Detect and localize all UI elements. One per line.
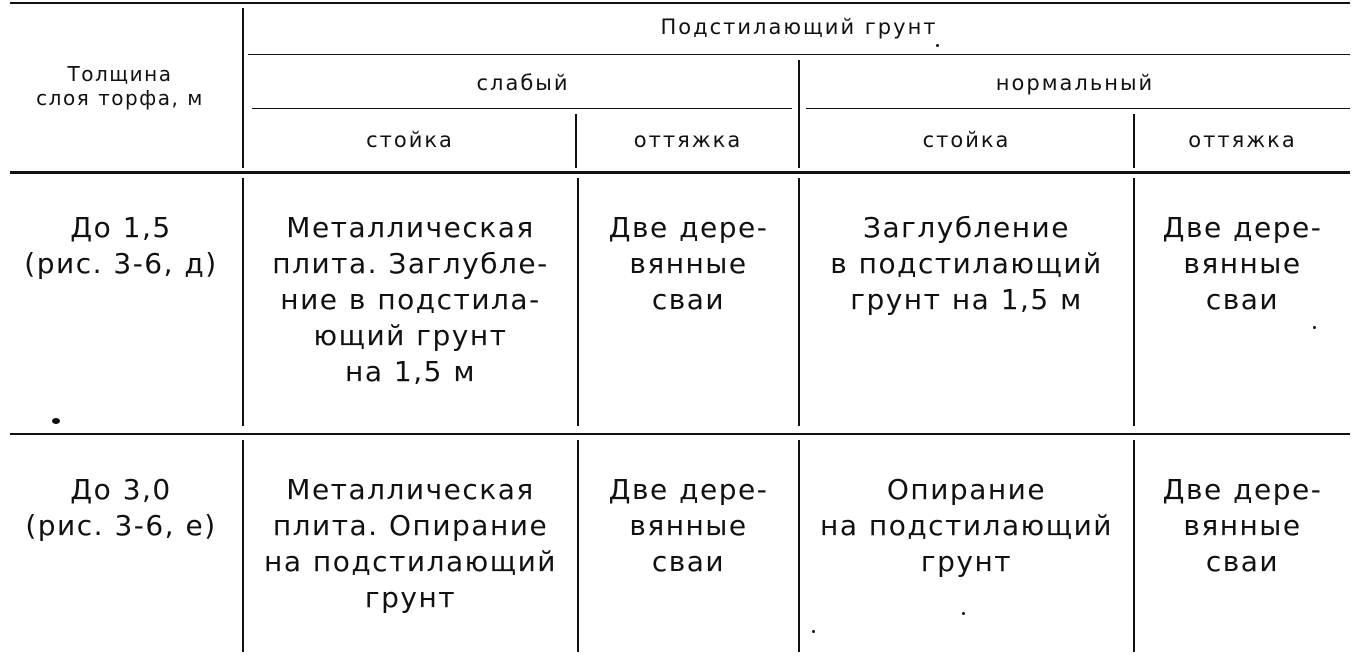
top-border — [10, 2, 1350, 4]
row1-soft-guy — [579, 210, 798, 318]
row1-normal-guy-line-3: сваи — [1205, 283, 1280, 316]
row2-soft-post-line-2: плита. Опирание — [272, 509, 549, 542]
row1-normal-guy-line-1: Две дере- — [1162, 211, 1323, 244]
soft-post-header: стойка — [366, 128, 454, 152]
row1-normal-guy-line-2: вянные — [1183, 247, 1302, 280]
row1-normal-post-line-1: Заглубление — [863, 211, 1070, 244]
normal-header: нормальный — [995, 71, 1155, 95]
row1-soft-guy-line-2: вянные — [629, 247, 748, 280]
thickness-header-line-2: слоя торфа, м — [36, 86, 204, 110]
row1-soft-guy-line-3: сваи — [651, 283, 726, 316]
row2-soft-post — [244, 472, 577, 616]
row-separator — [10, 433, 1350, 435]
row2-soft-post-line-3: на подстилающий — [264, 545, 557, 578]
row2-soft-guy — [579, 472, 798, 580]
print-speck — [936, 44, 939, 47]
row2-thickness-line-1: До 3,0 — [70, 473, 172, 506]
row2-normal-post — [800, 472, 1133, 580]
rule-under-normal — [806, 108, 1350, 109]
row1-soft-post-line-5: на 1,5 м — [345, 355, 476, 388]
row2-normal-post-line-2: на подстилающий — [820, 509, 1113, 542]
thickness-header-line-1: Толщина — [67, 62, 173, 86]
normal-post-header: стойка — [922, 128, 1011, 152]
row1-thickness-line-2: (рис. 3-6, д) — [24, 247, 218, 280]
row2-thickness — [0, 472, 242, 544]
row1-normal-guy — [1135, 210, 1350, 318]
row2-soft-post-line-4: грунт — [364, 581, 457, 614]
row2-normal-post-line-1: Опирание — [886, 473, 1047, 506]
row2-soft-guy-line-2: вянные — [629, 509, 748, 542]
row1-soft-post-line-1: Металлическая — [286, 211, 535, 244]
row2-soft-post-line-1: Металлическая — [286, 473, 535, 506]
normal-guy-header: оттяжка — [1188, 128, 1297, 152]
row2-normal-guy-line-1: Две дере- — [1162, 473, 1323, 506]
row2-soft-guy-line-1: Две дере- — [608, 473, 769, 506]
thickness-header — [0, 62, 240, 110]
row1-soft-post — [244, 210, 577, 390]
soft-guy-header: оттяжка — [633, 128, 743, 152]
print-speck — [1313, 326, 1316, 329]
row1-soft-post-line-3: ние в подстила- — [280, 283, 541, 316]
rule-under-underlying-soil — [248, 54, 1350, 55]
row2-thickness-line-2: (рис. 3-6, е) — [25, 509, 217, 542]
row1-normal-post — [800, 210, 1133, 318]
header-bottom-rule — [10, 171, 1350, 174]
row1-thickness — [0, 210, 242, 282]
rule-under-soft — [252, 108, 792, 109]
row2-soft-guy-line-3: сваи — [651, 545, 726, 578]
row1-normal-post-line-2: в подстилающий — [830, 247, 1103, 280]
row1-normal-post-line-3: грунт на 1,5 м — [850, 283, 1083, 316]
soft-header: слабый — [476, 71, 570, 95]
print-speck — [962, 612, 965, 615]
print-speck — [812, 630, 815, 633]
row1-soft-guy-line-1: Две дере- — [608, 211, 769, 244]
row2-normal-guy-line-2: вянные — [1183, 509, 1302, 542]
row2-normal-guy — [1135, 472, 1350, 580]
row1-soft-post-line-2: плита. Заглубле- — [272, 247, 549, 280]
row1-soft-post-line-4: ющий грунт — [313, 319, 508, 352]
underlying-soil-header: Подстилающий грунт — [660, 15, 938, 39]
row2-normal-guy-line-3: сваи — [1205, 545, 1280, 578]
row1-thickness-line-1: До 1,5 — [70, 211, 172, 244]
print-speck — [52, 418, 60, 424]
row2-normal-post-line-3: грунт — [920, 545, 1013, 578]
